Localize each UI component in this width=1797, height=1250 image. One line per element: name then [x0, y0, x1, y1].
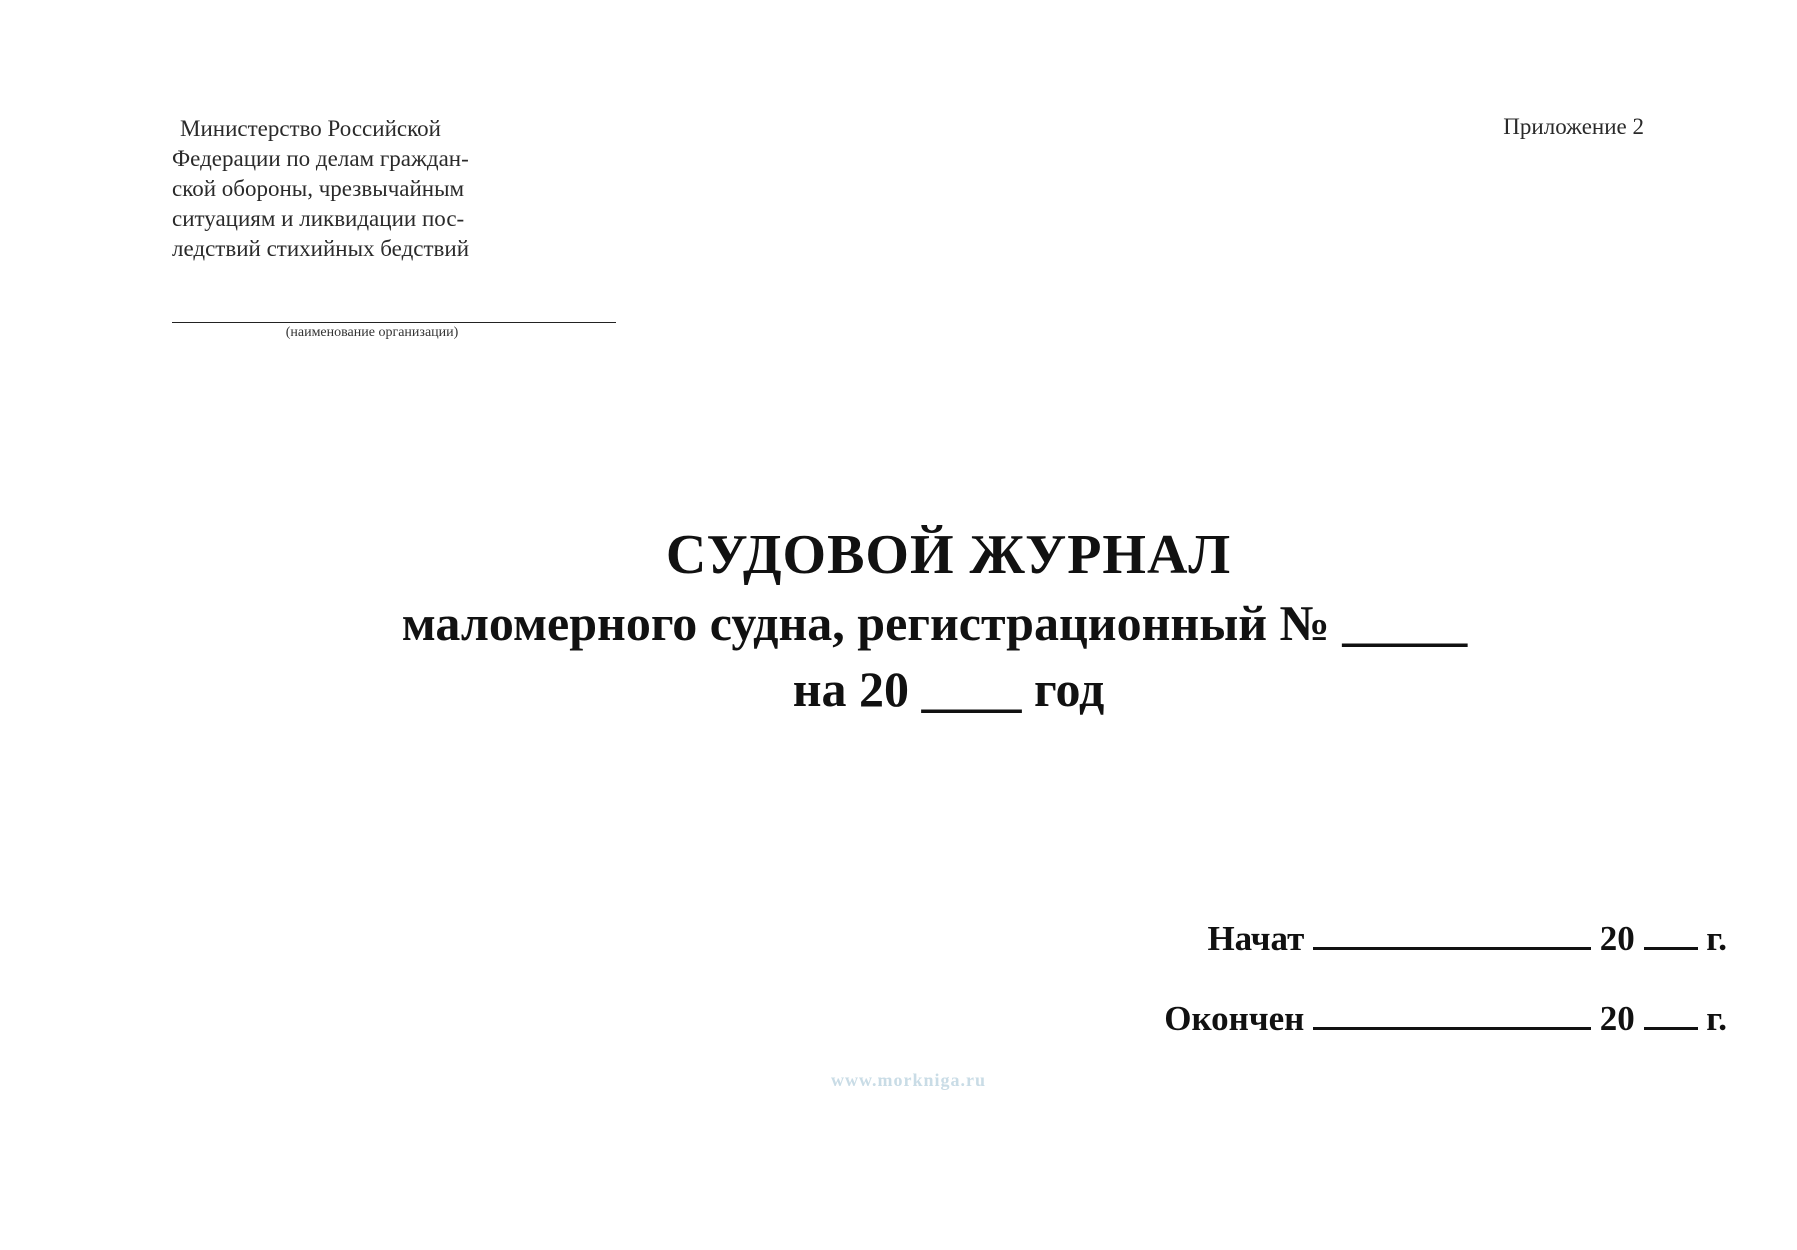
start-year-prefix: 20 [1599, 919, 1635, 958]
end-year-prefix: 20 [1599, 999, 1635, 1038]
start-date-line [1207, 917, 1727, 959]
appendix-label: Приложение 2 [1503, 114, 1644, 139]
start-date-label: Начат [1207, 919, 1305, 958]
ministry-line: ской обороны, чрезвычайным [172, 176, 465, 201]
end-date-blank [1313, 997, 1591, 1030]
end-date-line [1164, 997, 1727, 1039]
start-year-blank [1644, 917, 1698, 950]
start-date-blank [1313, 917, 1591, 950]
ministry-line: Федерации по делам граждан- [172, 146, 469, 171]
organization-name-line [172, 322, 616, 323]
end-year-blank [1644, 997, 1698, 1030]
start-year-suffix: г. [1706, 919, 1727, 958]
end-date-label: Окончен [1164, 999, 1305, 1038]
ministry-line: ситуациям и ликвидации пос- [172, 206, 465, 231]
title-subtitle: маломерного судна, регистрационный № _____ [401, 595, 1468, 651]
title-year: на 20 ____ год [792, 661, 1105, 717]
organization-caption: (наименование организации) [285, 325, 459, 340]
watermark: www.morkniga.ru [830, 1070, 986, 1090]
ministry-name [172, 114, 532, 264]
title-main: СУДОВОЙ ЖУРНАЛ [665, 524, 1232, 586]
document-title [0, 520, 1797, 722]
end-year-suffix: г. [1706, 999, 1727, 1038]
ministry-line: ледствий стихийных бедствий [172, 236, 470, 261]
ministry-line: Министерство Российской [180, 116, 441, 141]
